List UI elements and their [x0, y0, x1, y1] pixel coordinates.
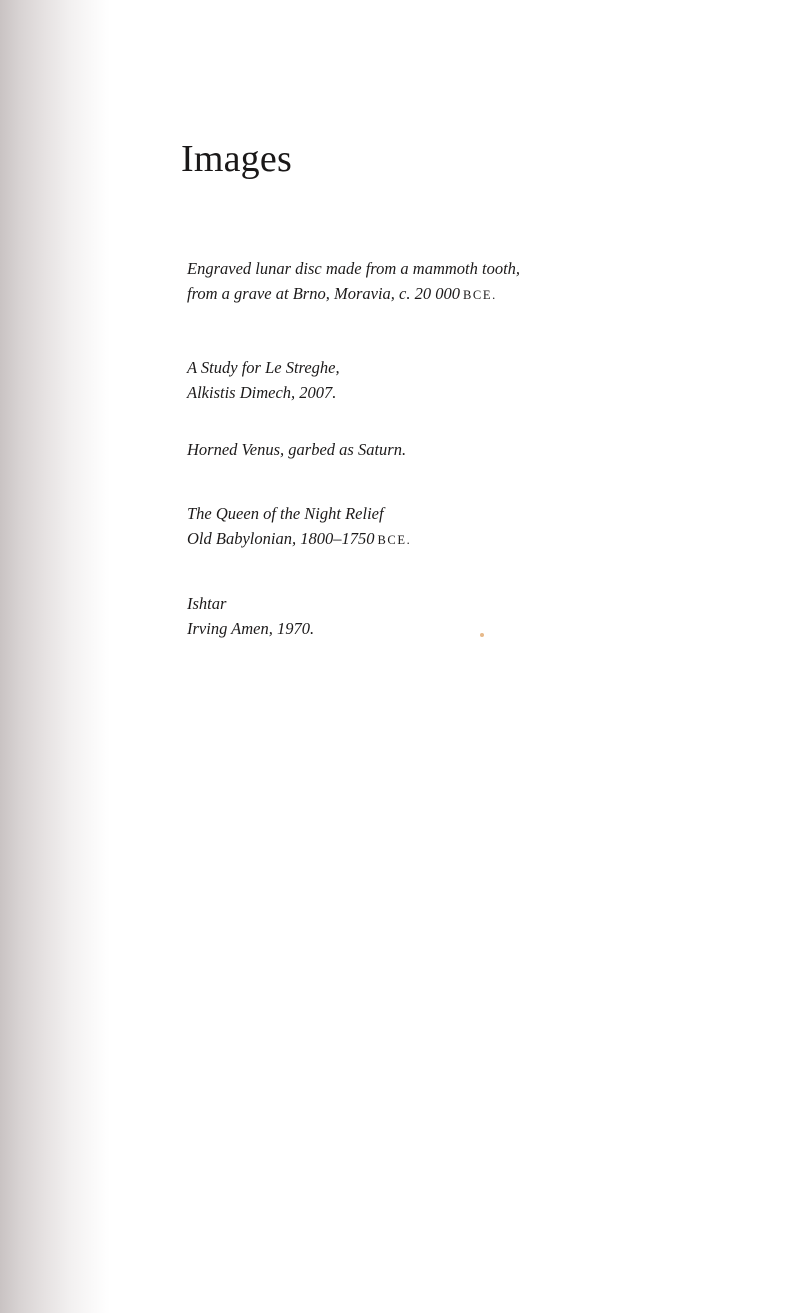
caption-line: Ishtar: [187, 594, 227, 613]
caption-line: Irving Amen, 1970.: [187, 619, 315, 638]
caption-text: from a grave at Brno, Moravia, c. 20 000: [187, 284, 460, 303]
era-abbreviation: BCE.: [462, 288, 497, 302]
caption-line: Engraved lunar disc made from a mammoth tooth,: [187, 259, 521, 278]
page-title: Images: [181, 138, 292, 180]
caption-line: A Study for Le Streghe,: [187, 358, 340, 377]
caption-line: Horned Venus, garbed as Saturn.: [187, 440, 407, 459]
caption-line: The Queen of the Night Relief: [187, 504, 384, 523]
caption-line: [187, 281, 497, 308]
caption-line: Alkistis Dimech, 2007.: [187, 383, 337, 402]
caption-line: [187, 526, 411, 553]
page-gutter-shadow: [0, 0, 110, 1313]
caption-text: Old Babylonian, 1800–1750: [187, 529, 375, 548]
paper-speck: [480, 633, 484, 637]
era-abbreviation: BCE.: [377, 533, 412, 547]
